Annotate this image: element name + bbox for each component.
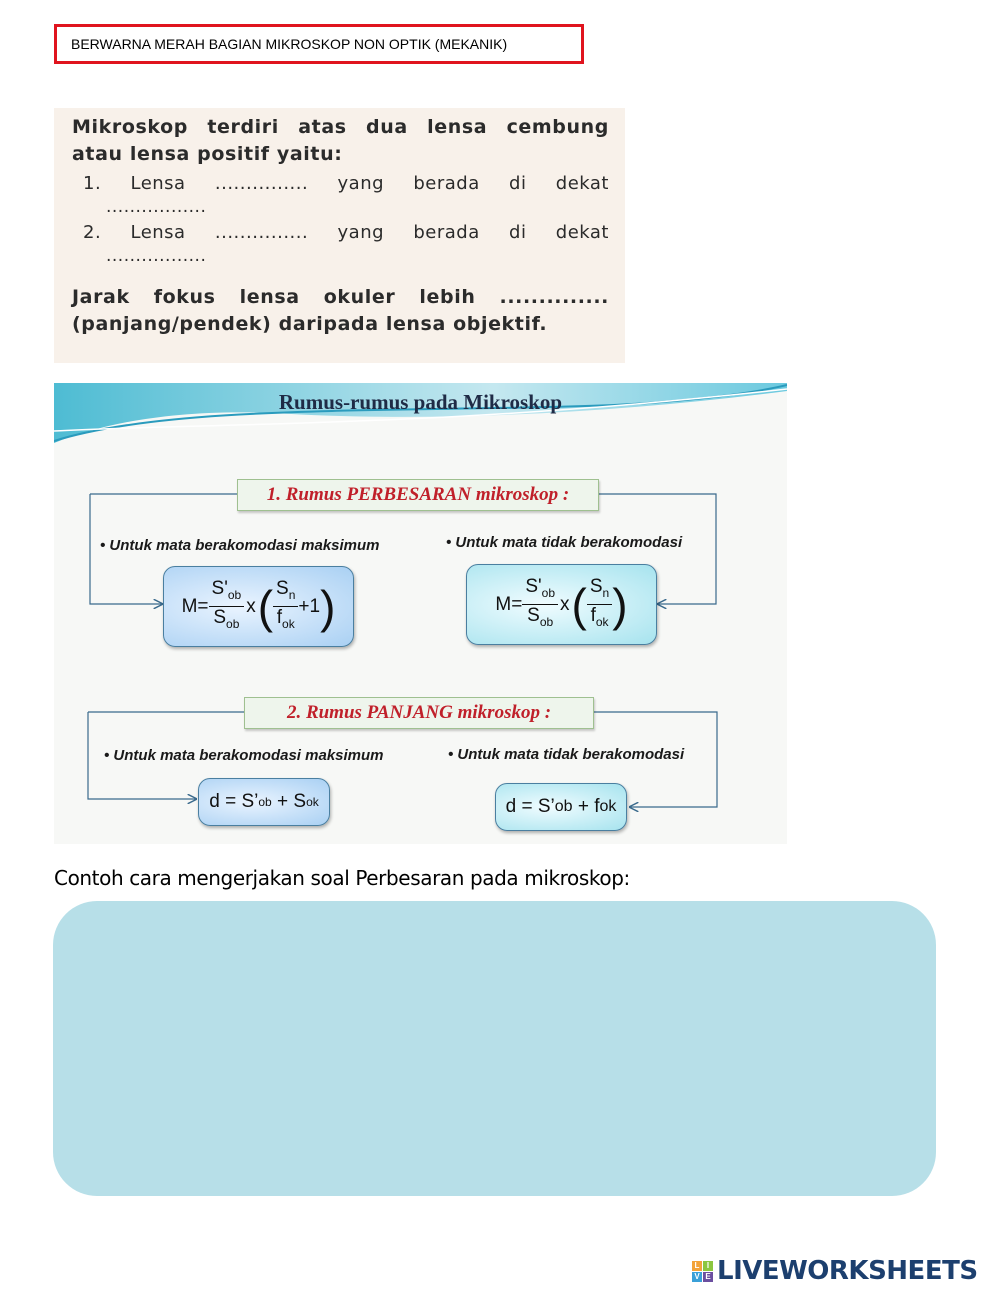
blank-field[interactable]: ............... [214,173,309,194]
condition-max-2: • Untuk mata berakomodasi maksimum [104,747,384,764]
formula-box-d-max: d = S’ ob + S ok [198,778,330,826]
intro-line-2: atau lensa positif yaitu: [72,143,343,165]
condition-max-1: • Untuk mata berakomodasi maksimum [100,537,380,554]
formula-box-d-none: d = S’ ob + f ok [495,783,627,831]
liveworksheets-logo [692,1256,978,1286]
jarak-line: Jarak fokus lensa okuler lebih .............. [72,284,609,311]
answer-area[interactable] [53,901,936,1196]
blank-field[interactable]: ............... [214,222,309,243]
intro-line: Mikroskop terdiri atas dua lensa cembung [72,116,609,138]
formula-box-none: M = $\frac{S'_{ob}}{S_{ob}}$ x ( $\frac{S_n}{f_{ok}}$ ) [466,564,657,645]
example-heading: Contoh cara mengerjakan soal Perbesaran pada mikroskop: [54,866,630,890]
jarak-line-2: (panjang/pendek) daripada lensa objektif. [72,313,548,335]
section-panjang-label: 2. Rumus PANJANG mikroskop : [244,697,594,729]
item-2: 2. Lensa ............... yang berada di dekat [72,220,609,246]
logo-text: LIVEWORKSHEETS [717,1256,978,1286]
section-perbesaran-label: 1. Rumus PERBESARAN mikroskop : [237,479,599,511]
blank-field[interactable]: ................. [106,246,207,266]
header-box: BERWARNA MERAH BAGIAN MIKROSKOP NON OPTIK (MEKANIK) [54,24,584,64]
logo-icon: L I V E [692,1261,713,1282]
microscope-lens-question [54,108,625,363]
item-1: 1. Lensa ............... yang berada di dekat [72,171,609,197]
formula-title: Rumus-rumus pada Mikroskop [278,390,563,414]
condition-none-1: • Untuk mata tidak berakomodasi [446,534,683,551]
condition-none-2: • Untuk mata tidak berakomodasi [448,746,685,763]
blank-field[interactable]: .............. [499,286,609,308]
formula-panel [54,383,787,844]
formula-box-max: M = $\frac{S'_{ob}}{S_{ob}}$ x ( $\frac{S_n}{f_{ok}}$ +1 ) [163,566,354,647]
blank-field[interactable]: ................. [106,197,207,217]
